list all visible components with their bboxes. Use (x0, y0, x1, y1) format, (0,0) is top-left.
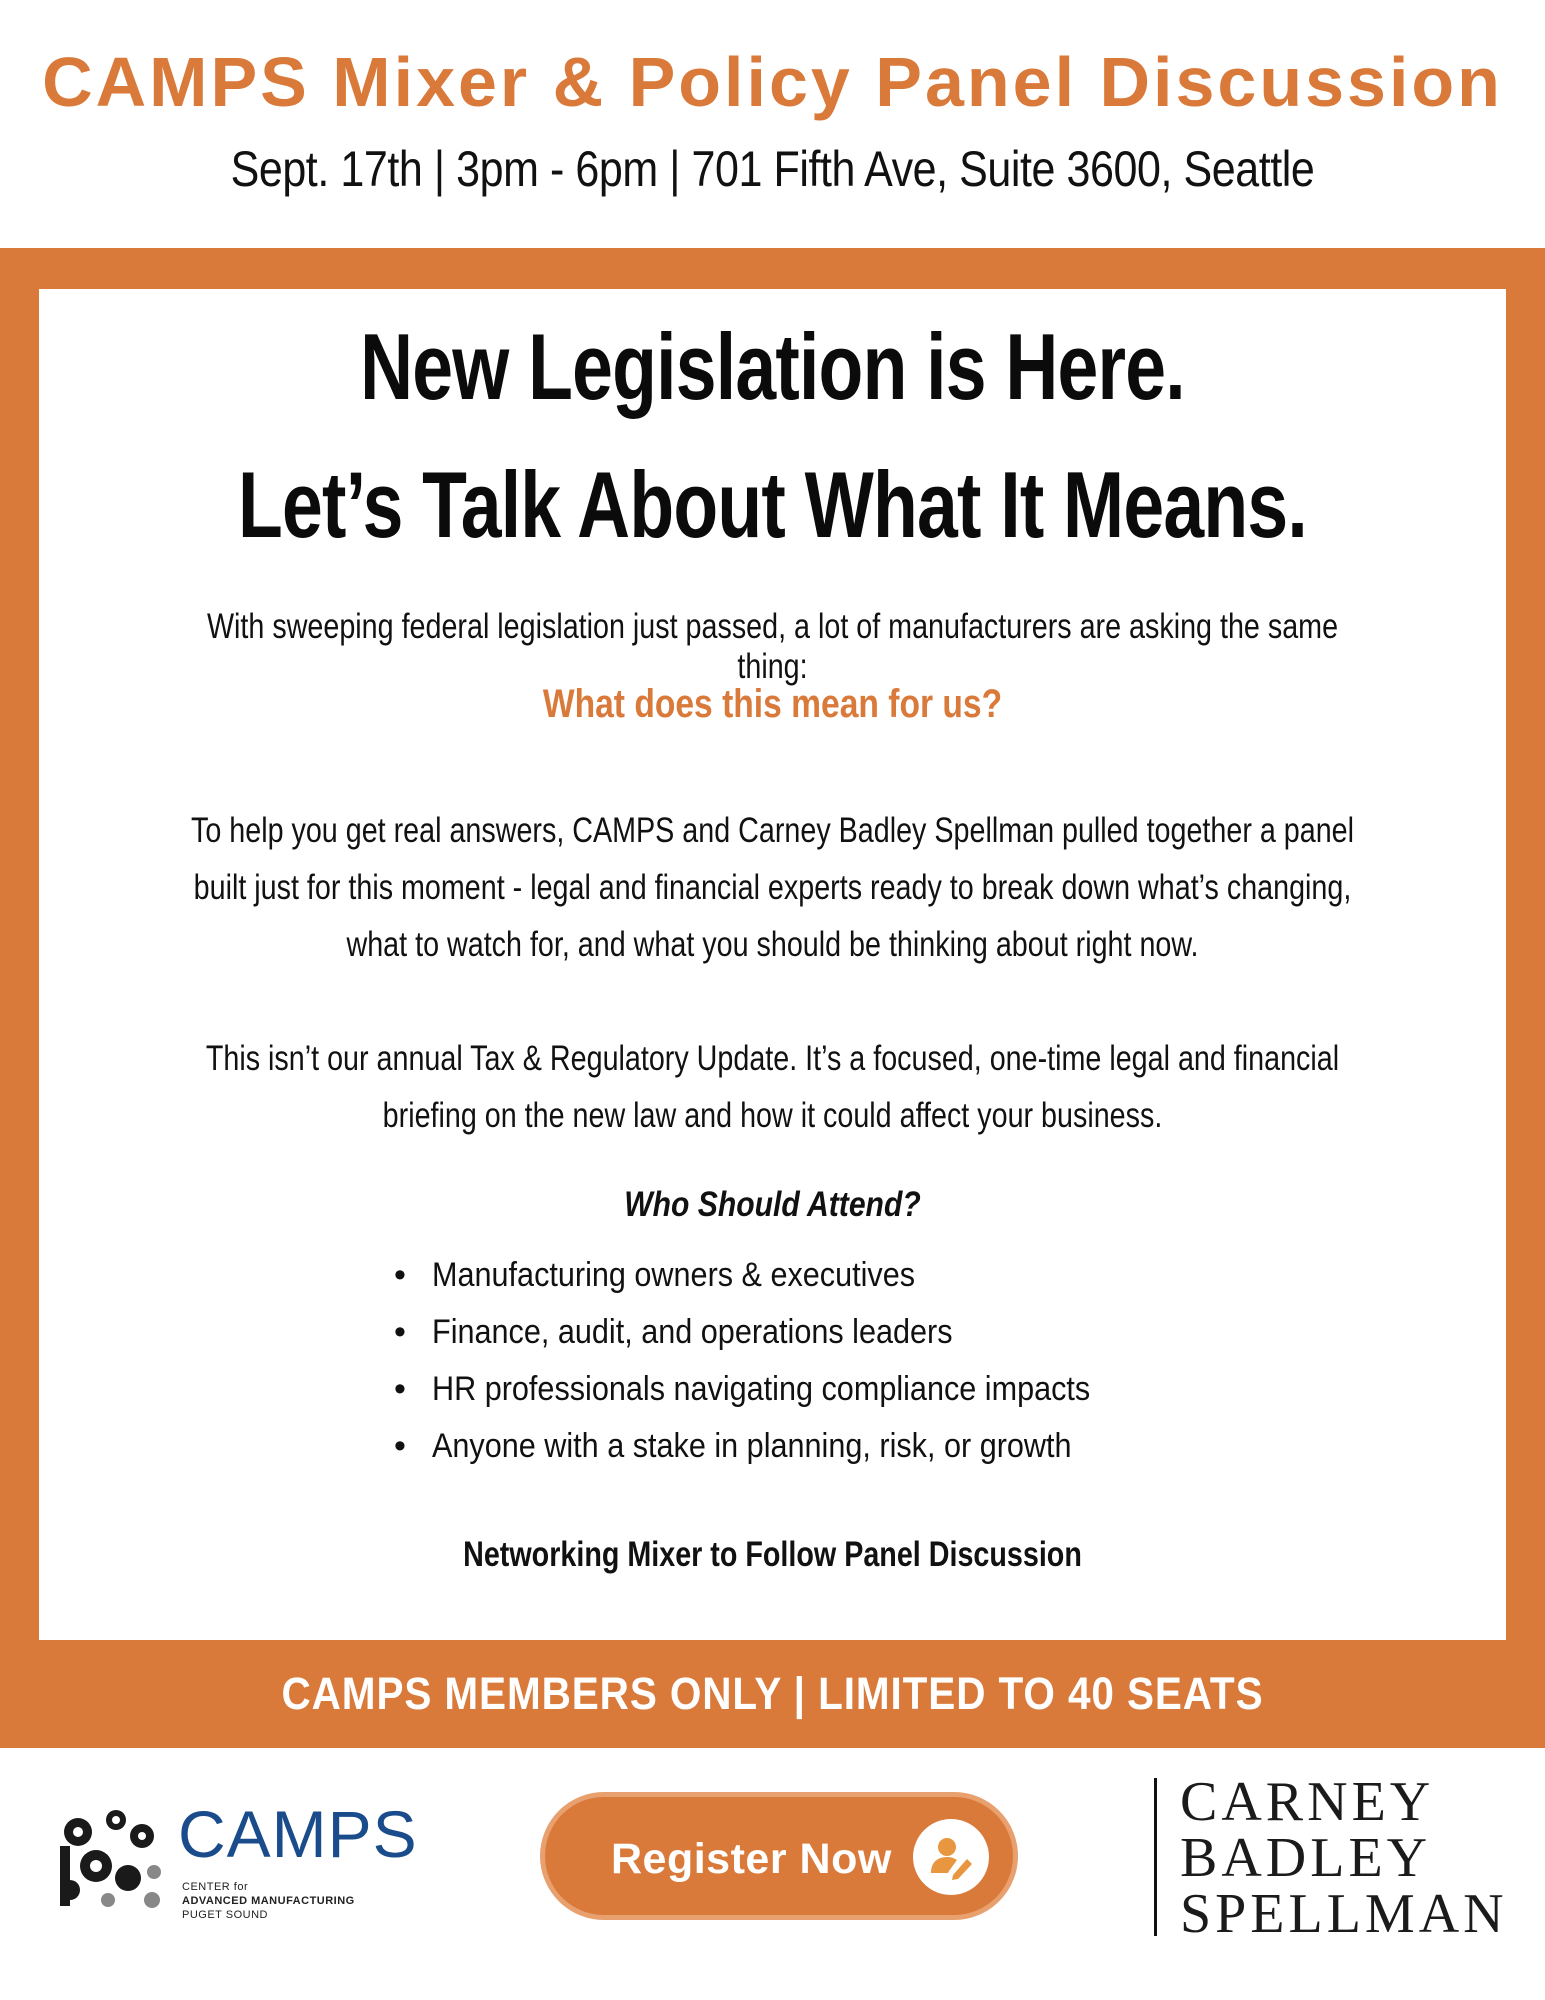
partner-logo-line: BADLEY (1180, 1827, 1432, 1889)
question-text: What does this mean for us? (542, 682, 1003, 726)
list-item-text: Anyone with a stake in planning, risk, or growth (432, 1427, 1072, 1465)
lead-text: With sweeping federal legislation just passed, a lot of manufacturers are asking the same thing: (206, 607, 1339, 686)
event-details: Sept. 17th | 3pm - 6pm | 701 Fifth Ave, Suite 3600, Seattle (230, 141, 1315, 197)
list-item (394, 1304, 1294, 1361)
intro-paragraph-line: what to watch for, and what you should be thinking about right now. (346, 925, 1199, 964)
footer (0, 1748, 1545, 2000)
headline-line-2: Let’s Talk About What It Means. (238, 452, 1307, 557)
camps-wordmark: CAMPS (178, 1797, 418, 1871)
briefing-paragraph-line: This isn’t our annual Tax & Regulatory Update. It’s a focused, one-time legal and financial (205, 1039, 1340, 1078)
briefing-paragraph (171, 1030, 1374, 1144)
camps-tagline (182, 1880, 355, 1922)
who-should-attend-heading: Who Should Attend? (624, 1185, 921, 1224)
bullet-icon: • (394, 1256, 406, 1294)
list-item-text: Finance, audit, and operations leaders (432, 1313, 953, 1351)
intro-paragraph (171, 802, 1374, 973)
attendee-list (394, 1247, 1294, 1475)
intro-paragraph-line: To help you get real answers, CAMPS and Carney Badley Spellman pulled together a panel (190, 811, 1355, 850)
event-header (0, 0, 1545, 248)
members-only-banner: CAMPS MEMBERS ONLY | LIMITED TO 40 SEATS (281, 1668, 1264, 1719)
partner-logo-line: CARNEY (1180, 1771, 1435, 1833)
list-item (394, 1361, 1294, 1418)
event-title: CAMPS Mixer & Policy Panel Discussion (42, 43, 1503, 121)
content-panel (39, 289, 1506, 1640)
register-now-label: Register Now (611, 1835, 892, 1883)
mixer-note: Networking Mixer to Follow Panel Discussion (463, 1535, 1082, 1574)
partner-logo-line: SPELLMAN (1180, 1883, 1508, 1945)
user-edit-icon (913, 1819, 989, 1895)
camps-logo (56, 1797, 446, 1932)
camps-tagline-line: PUGET SOUND (182, 1909, 268, 1921)
list-item (394, 1247, 1294, 1304)
list-item (394, 1418, 1294, 1475)
carney-badley-spellman-logo (1180, 1771, 1520, 1945)
partner-logo-divider (1154, 1778, 1157, 1936)
list-item-text: HR professionals navigating compliance impacts (432, 1370, 1091, 1408)
gears-icon (56, 1802, 164, 1910)
camps-tagline-line: ADVANCED MANUFACTURING (182, 1895, 355, 1907)
briefing-paragraph-line: briefing on the new law and how it could affect your business. (382, 1096, 1163, 1135)
bullet-icon: • (394, 1370, 406, 1408)
camps-tagline-line: CENTER for (182, 1881, 249, 1893)
bullet-icon: • (394, 1313, 406, 1351)
headline-line-1: New Legislation is Here. (360, 314, 1185, 419)
bullet-icon: • (394, 1427, 406, 1465)
list-item-text: Manufacturing owners & executives (432, 1256, 916, 1294)
intro-paragraph-line: built just for this moment - legal and financial experts ready to break down what’s changing, (193, 868, 1352, 907)
register-now-button[interactable] (540, 1792, 1018, 1920)
